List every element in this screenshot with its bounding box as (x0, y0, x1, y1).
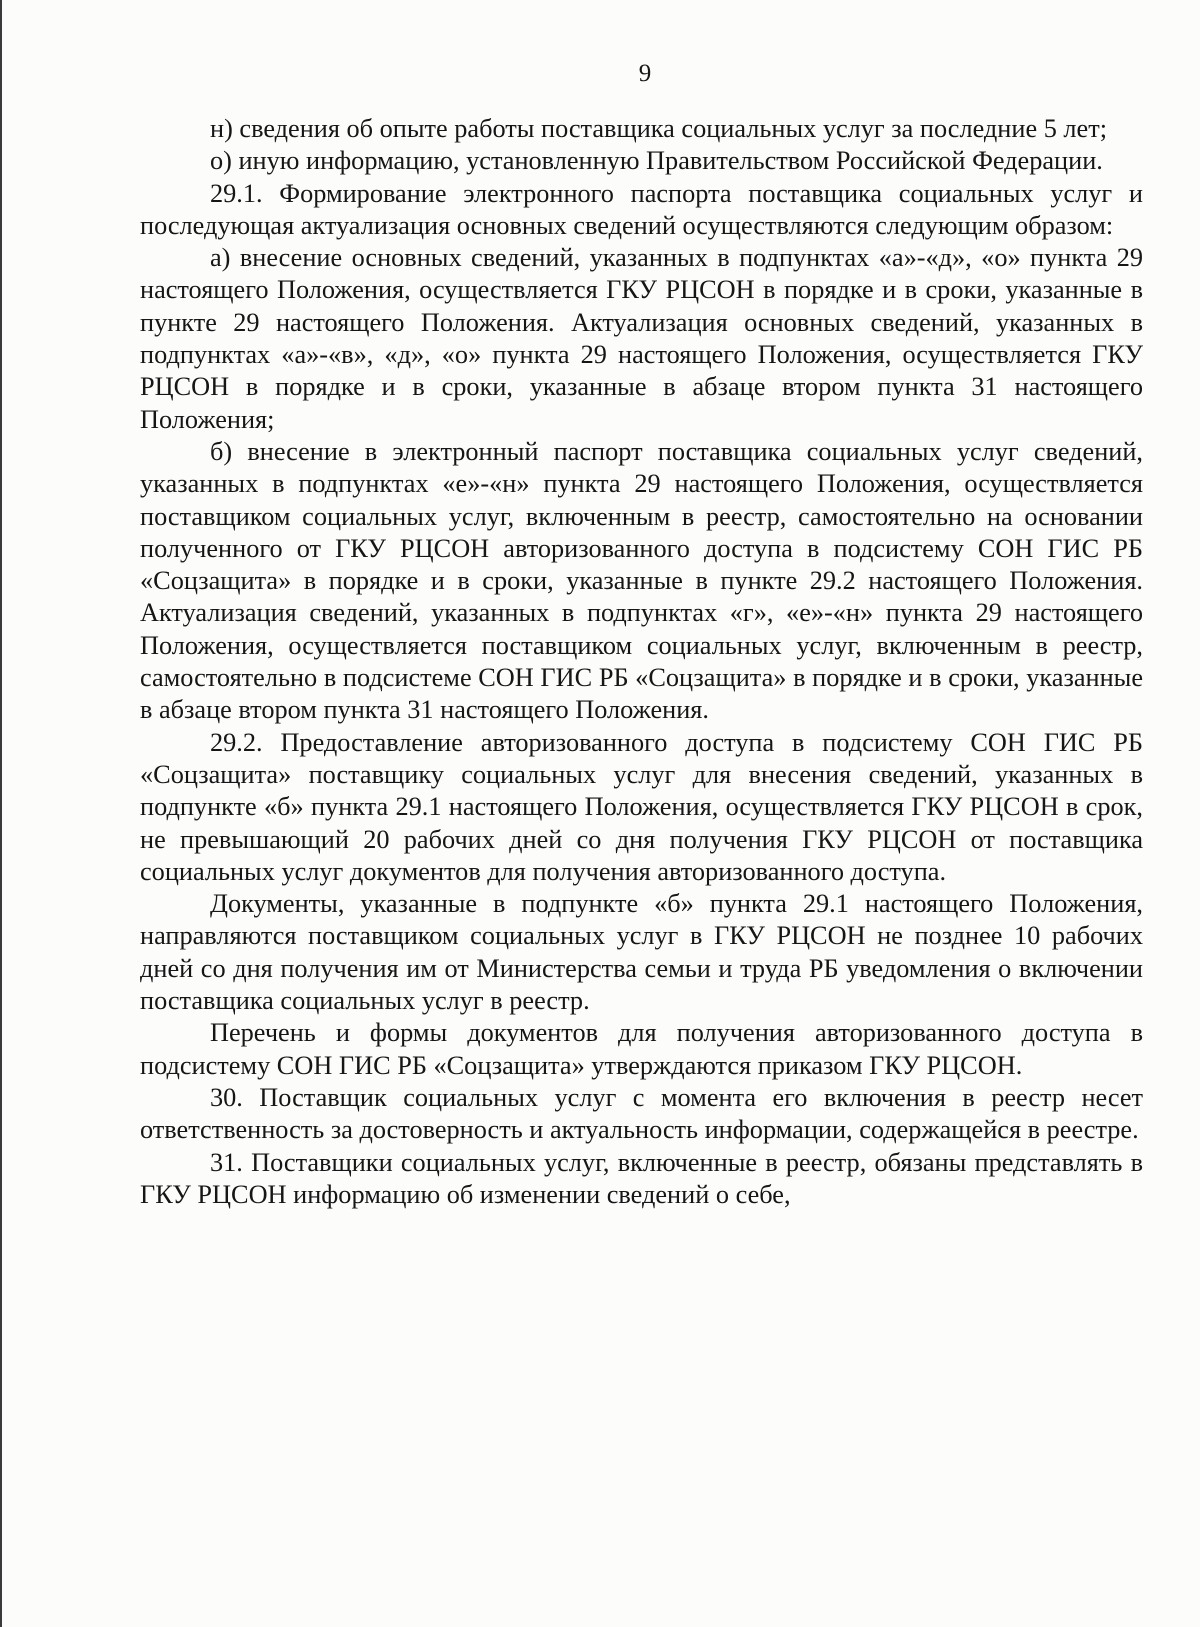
paragraph-n: н) сведения об опыте работы поставщика социальных услуг за последние 5 лет; (210, 114, 1108, 143)
scan-edge (0, 0, 2, 1627)
paragraph-29-2: 29.2. Предоставление авторизованного доступа в подсистему СОН ГИС РБ «Соцзащита» поставщику социальных услуг для внесения сведений, указанных в подпункте «б» пункта 29.1 настоящего Положения, осуществляется ГКУ РЦСОН в срок, не превышающий 20 рабочих дней со дня получения ГКУ РЦСОН от поставщика социальных услуг документов для получения авторизованного доступа. (140, 727, 1143, 886)
document-body (140, 113, 1143, 1211)
paragraph-documents: Документы, указанные в подпункте «б» пункта 29.1 настоящего Положения, направляются поставщиком социальных услуг в ГКУ РЦСОН не позднее 10 рабочих дней со дня получения им от Министерства семьи и труда РБ уведомления о включении поставщика социальных услуг в реестр. (140, 889, 1143, 1016)
page-number: 9 (638, 60, 652, 87)
paragraph-29-1: 29.1. Формирование электронного паспорта поставщика социальных услуг и последующая актуализация основных сведений осуществляются следующим образом: (140, 178, 1143, 240)
paragraph-29-1-a: а) внесение основных сведений, указанных в подпунктах «а»-«д», «о» пункта 29 настоящего Положения, осуществляется ГКУ РЦСОН в порядке и в сроки, указанные в пункте 29 настоящего Положения. Актуализация основных сведений, указанных в подпунктах «а»-«в», «д», «о» пункта 29 настоящего Положения, осуществляется ГКУ РЦСОН в порядке и в сроки, указанные в абзаце втором пункта 31 настоящего Положения; (140, 243, 1143, 434)
paragraph-29-1-b: б) внесение в электронный паспорт поставщика социальных услуг сведений, указанных в подпунктах «е»-«н» пункта 29 настоящего Положения, осуществляется поставщиком социальных услуг, включенным в реестр, самостоятельно на основании полученного от ГКУ РЦСОН авторизованного доступа в подсистему СОН ГИС РБ «Соцзащита» в порядке и в сроки, указанные в пункте 29.2 настоящего Положения. Актуализация сведений, указанных в подпунктах «г», «е»-«н» пункта 29 настоящего Положения, осуществляется поставщиком социальных услуг, включенным в реестр, самостоятельно в подсистеме СОН ГИС РБ «Соцзащита» в порядке и в сроки, указанные в абзаце втором пункта 31 настоящего Положения. (140, 436, 1143, 725)
paragraph-31: 31. Поставщики социальных услуг, включенные в реестр, обязаны представлять в ГКУ РЦСОН информацию об изменении сведений о себе, (140, 1147, 1143, 1209)
paragraph-o: о) иную информацию, установленную Правительством Российской Федерации. (210, 146, 1103, 176)
paragraph-list-forms: Перечень и формы документов для получения авторизованного доступа в подсистему СОН ГИС РБ «Соцзащита» утверждаются приказом ГКУ РЦСОН. (140, 1018, 1143, 1080)
paragraph-30: 30. Поставщик социальных услуг с момента его включения в реестр несет ответственность за достоверность и актуальность информации, содержащейся в реестре. (140, 1082, 1143, 1145)
